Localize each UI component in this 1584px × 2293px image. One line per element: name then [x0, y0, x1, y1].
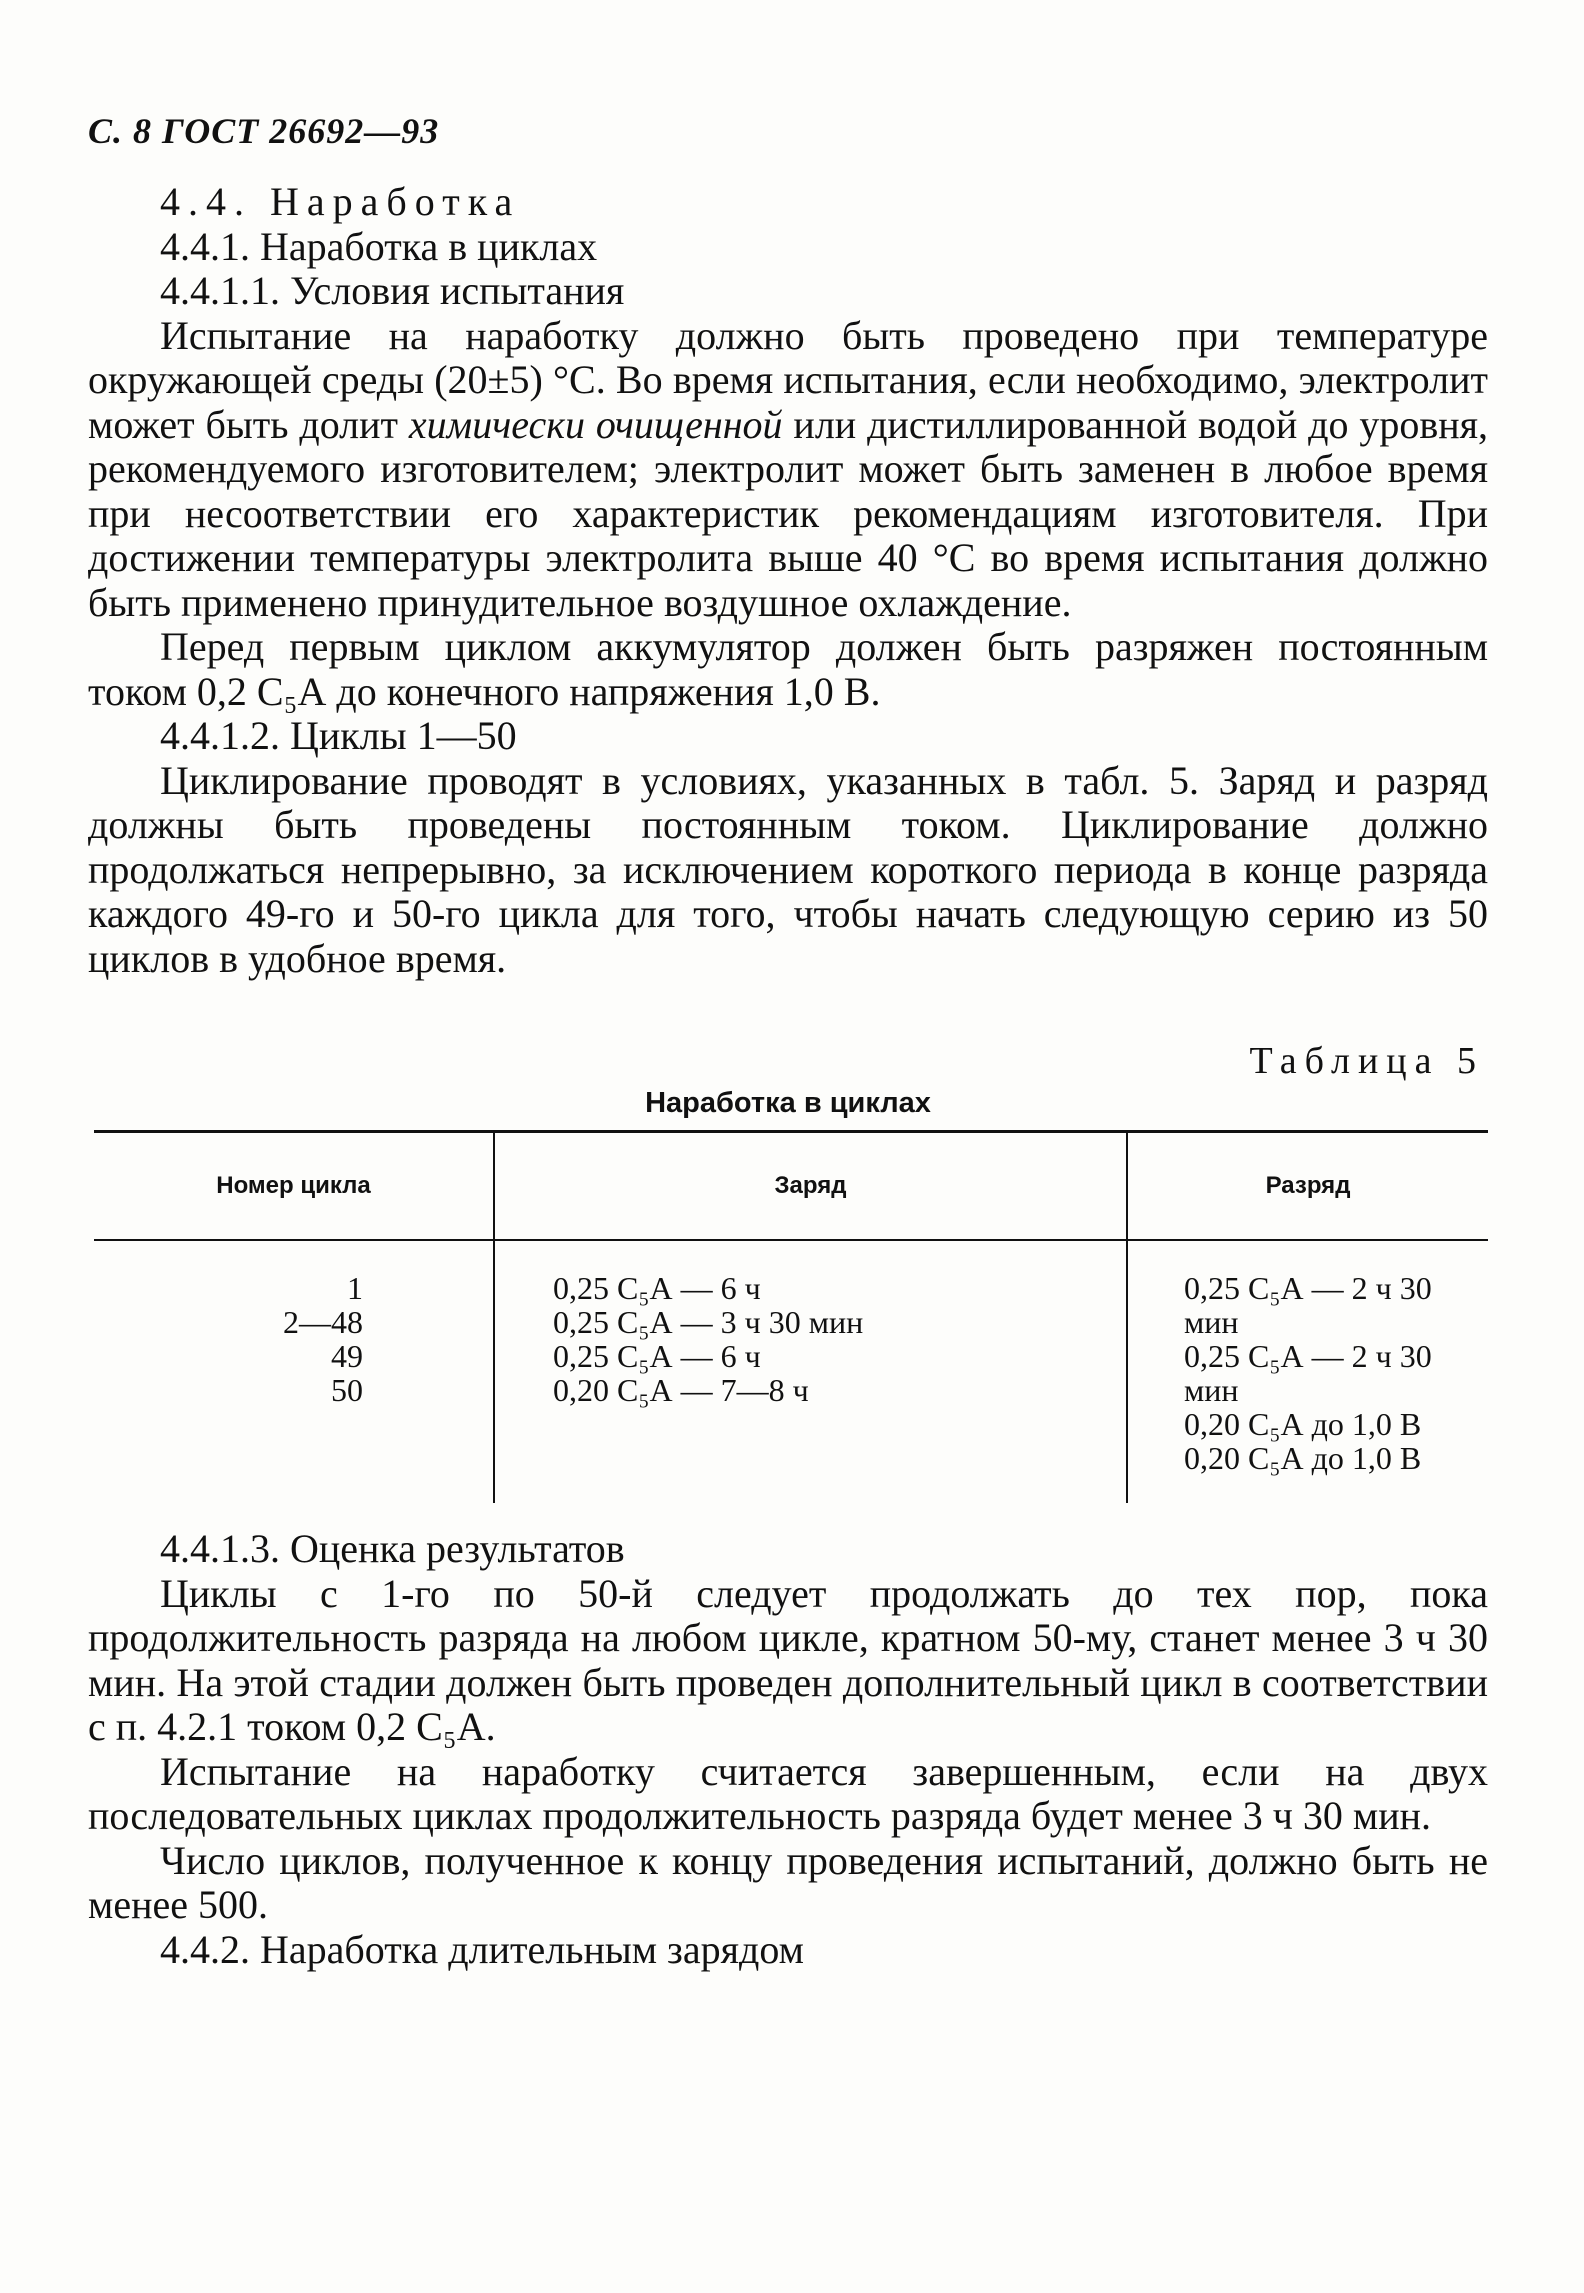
table-title: Наработка в циклах: [645, 1087, 931, 1119]
document-page: [88, 110, 1488, 1972]
paragraph-cycling: Циклирование проводят в условиях, указанных в табл. 5. Заряд и разряд должны быть проведены постоянным током. Циклирование должно продолжаться непрерывно, за исключением короткого периода в конце разряда каждого 49-го и 50-го цикла для того, чтобы начать следующую серию из 50 циклов в удобное время.: [88, 757, 1488, 981]
table-header-row: [94, 1132, 1488, 1241]
section-4-4-heading: 4.4. Наработка: [160, 179, 521, 224]
charge-column: [494, 1240, 1127, 1503]
table-cell: 0,20 С₅А до 1,0 В: [1184, 1406, 1422, 1442]
table-cell: 0,20 С₅А — 7—8 ч: [553, 1372, 809, 1408]
section-4-4-1-3-heading: 4.4.1.3. Оценка результатов: [160, 1526, 625, 1571]
section-4-4-1-heading: 4.4.1. Наработка в циклах: [160, 223, 598, 269]
page-header: С. 8 ГОСТ 26692—93: [88, 111, 440, 151]
header-cycle-number: Номер цикла: [94, 1132, 494, 1241]
table-cell: 0,25 С₅А — 6 ч: [553, 1338, 761, 1374]
discharge-column: [1127, 1240, 1488, 1503]
table-cell: 0,25 С₅А — 2 ч 30 мин: [1184, 1338, 1432, 1408]
italic-phrase: химически очищенной: [408, 401, 783, 447]
table-cell: 0,25 С₅А — 6 ч: [553, 1270, 761, 1306]
paragraph-cycle-count: Число циклов, полученное к концу проведения испытаний, должно быть не менее 500.: [88, 1837, 1488, 1927]
table-caption: Таблица 5: [1249, 1040, 1484, 1082]
paragraph-test-conditions: Испытание на наработку должно быть проведено при температуре окружающей среды (20±5) °С. Во время испытания, если необходимо, электролит может быть долит химически очищенной или дистиллированной водой до уровня, рекомендуемого изготовителем; электролит может быть заменен в любое время при несоответствии его характеристик рекомендациям изготовителя. При достижении температуры электролита выше 40 °С во время испытания должно быть применено принудительное воздушное охлаждение.: [88, 312, 1489, 625]
cycles-table: [94, 1130, 1488, 1503]
cycle-number-column: [94, 1240, 494, 1503]
table-cell: 2—48: [283, 1304, 363, 1340]
table-cell: 0,25 С₅А — 2 ч 30 мин: [1184, 1270, 1432, 1340]
header-discharge: Разряд: [1127, 1132, 1488, 1241]
section-4-4-1-1-heading: 4.4.1.1. Условия испытания: [160, 268, 625, 313]
table-cell: 0,25 С₅А — 3 ч 30 мин: [553, 1304, 864, 1340]
header-charge: Заряд: [494, 1132, 1127, 1241]
table-cell: 49: [331, 1338, 363, 1374]
section-4-4-1-2-heading: 4.4.1.2. Циклы 1—50: [160, 713, 517, 758]
table-body: [94, 1240, 1488, 1503]
paragraph-first-discharge: Перед первым циклом аккумулятор должен быть разряжен постоянным током 0,2 С₅А до конечного напряжения 1,0 В.: [88, 624, 1488, 714]
paragraph-completion: Испытание на наработку считается завершенным, если на двух последовательных циклах продолжительность разряда будет менее 3 ч 30 мин.: [88, 1748, 1488, 1838]
table-cell: 0,20 С₅А до 1,0 В: [1184, 1440, 1422, 1476]
section-4-4-2-heading: 4.4.2. Наработка длительным зарядом: [160, 1926, 804, 1972]
table-cell: 50: [331, 1372, 363, 1408]
table-cell: 1: [347, 1270, 363, 1306]
paragraph-evaluation: Циклы с 1-го по 50-й следует продолжать до тех пор, пока продолжительность разряда на любом цикле, кратном 50-му, станет менее 3 ч 30 мин. На этой стадии должен быть проведен дополнительный цикл в соответствии с п. 4.2.1 током 0,2 С₅А.: [88, 1570, 1488, 1749]
